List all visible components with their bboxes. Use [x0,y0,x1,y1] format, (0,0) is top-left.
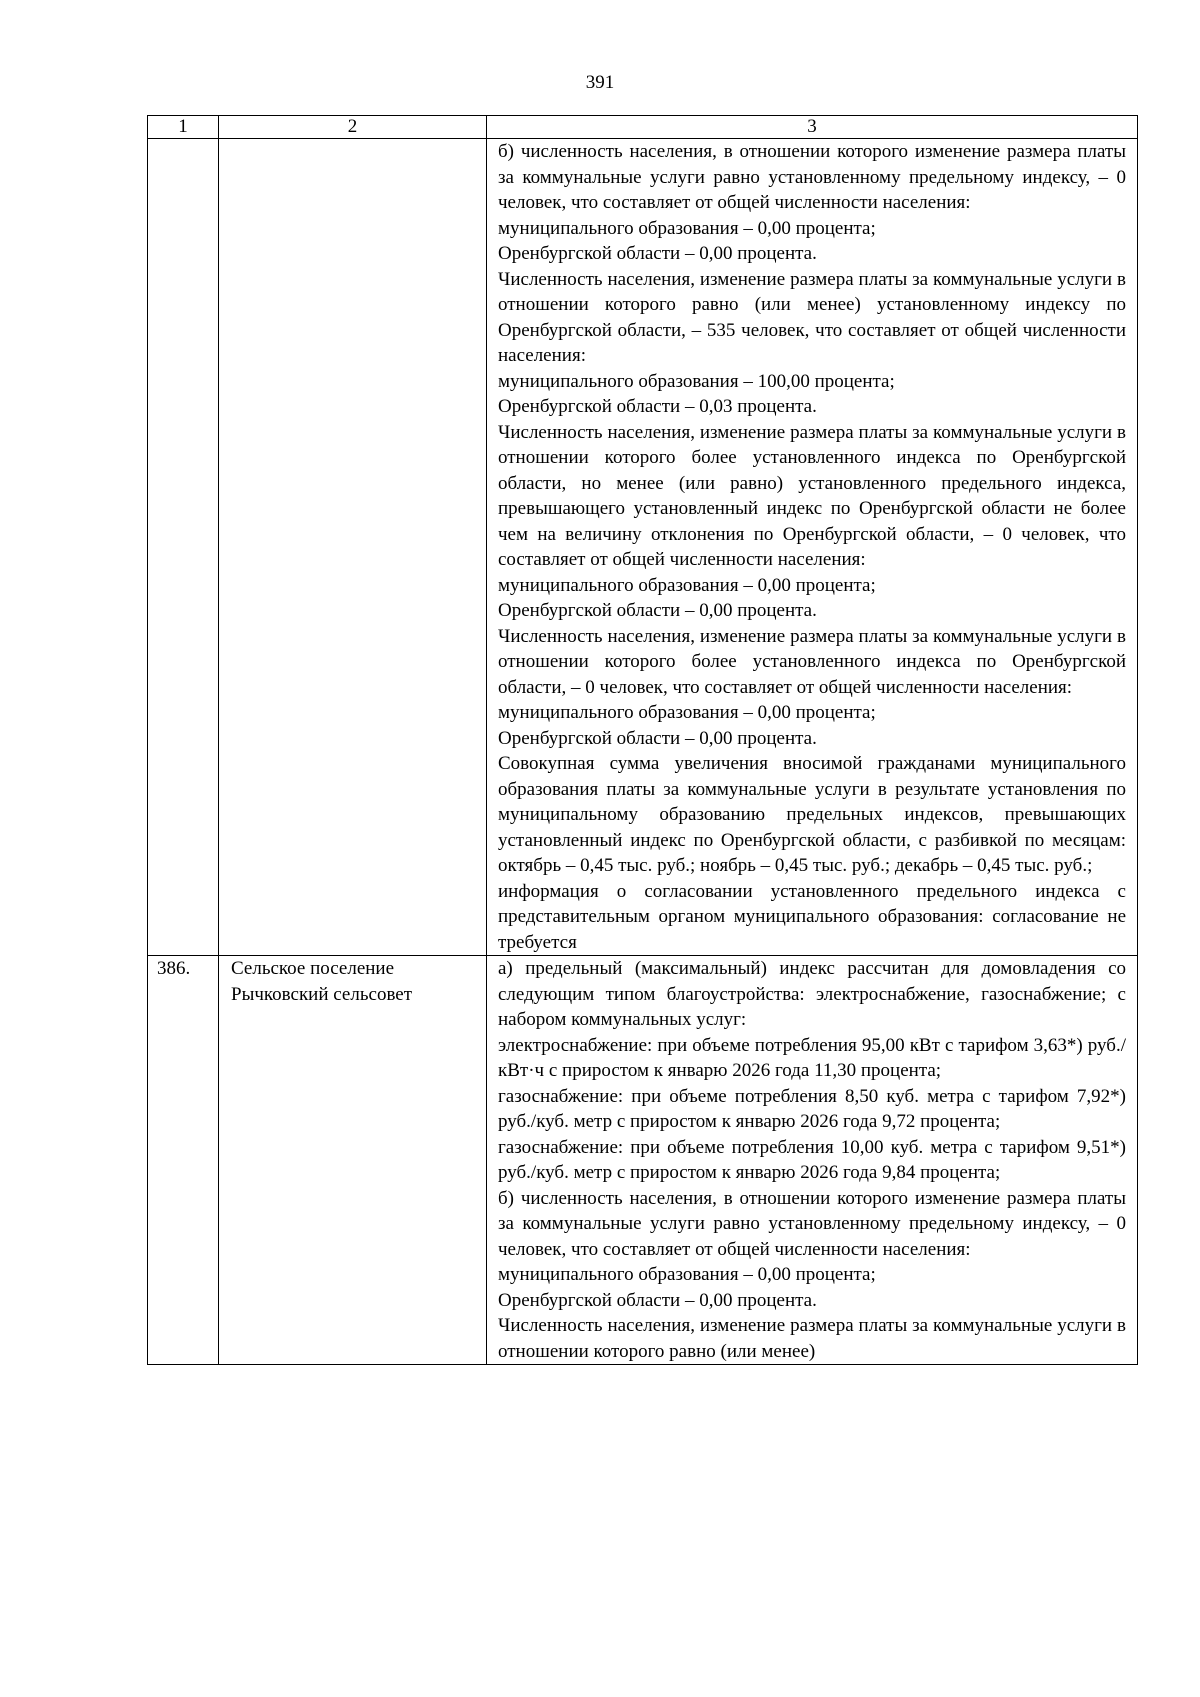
content-line: муниципального образования – 100,00 процента; [498,370,895,392]
row-number-cell [148,139,219,956]
row-name-cell [219,956,487,1365]
settlement-name-line: Сельское поселение [231,958,395,979]
content-paragraph: информация о согласовании установленного предельного индекса с представительным органом муниципального образования: согласование не требуется [498,880,1126,953]
content-line: Оренбургской области – 0,03 процента. [498,396,817,417]
content-paragraph: Численность населения, изменение размера платы за коммунальные услуги в отношении которого равно (или менее) [498,1315,1126,1362]
content-line: муниципального образования – 0,00 процента; [498,217,876,239]
content-line: Оренбургской области – 0,00 процента. [498,243,817,264]
page-number: 391 [585,72,615,93]
content-line: муниципального образования – 0,00 процента; [498,1264,876,1285]
header-col-3: 3 [487,116,1138,139]
content-paragraph: электроснабжение: при объеме потребления 95,00 кВт с тарифом 3,63*) руб./кВт·ч с приростом к январю 2026 года 11,30 процента; [498,1034,1126,1081]
content-line: Оренбургской области – 0,00 процента. [498,727,817,749]
header-col-1: 1 [148,116,219,139]
content-paragraph: газоснабжение: при объеме потребления 8,50 куб. метра с тарифом 7,92*) руб./куб. метр с приростом к январю 2026 года 9,72 процента; [498,1085,1126,1132]
row-content-cell [487,956,1138,1365]
content-paragraph: а) предельный (максимальный) индекс рассчитан для домовладения со следующим типом благоустройства: электроснабжение, газоснабжение; с набором коммунальных услуг: [498,958,1126,1030]
content-line: Оренбургской области – 0,00 процента. [498,1289,817,1311]
table-row [148,139,1138,956]
content-line: муниципального образования – 0,00 процента; [498,574,876,596]
content-paragraph: Численность населения, изменение размера платы за коммунальные услуги в отношении которого более установленного индекса по Оренбургской области, но менее (или равно) установленного предельного индекса, превышающего установленный индекс по Оренбургской области не более чем на величину отклонения по Оренбургской области, – 0 человек, что составляет от общей численности населения: [498,421,1126,570]
table-row [148,956,1138,1365]
content-paragraph: б) численность населения, в отношении которого изменение размера платы за коммунальные услуги равно установленному предельному индексу, – 0 человек, что составляет от общей численности населения: [498,141,1126,213]
content-paragraph: газоснабжение: при объеме потребления 10,00 куб. метра с тарифом 9,51*) руб./куб. метр с приростом к январю 2026 года 9,84 процента; [498,1136,1126,1183]
row-number: 386. [157,958,191,979]
content-paragraph: Численность населения, изменение размера платы за коммунальные услуги в отношении которого более установленного индекса по Оренбургской области, – 0 человек, что составляет от общей численности населения: [498,625,1126,698]
row-name-cell [219,139,487,956]
content-paragraph: Численность населения, изменение размера платы за коммунальные услуги в отношении которого равно (или менее) установленному индексу по Оренбургской области, – 535 человек, что составляет от общей численности населения: [498,268,1126,366]
content-line: Оренбургской области – 0,00 процента. [498,600,817,621]
row-content-cell [487,139,1138,956]
content-line: муниципального образования – 0,00 процента; [498,702,876,723]
table-header-row [148,116,1138,139]
content-paragraph: б) численность населения, в отношении которого изменение размера платы за коммунальные услуги равно установленному предельному индексу, – 0 человек, что составляет от общей численности населения: [498,1187,1126,1260]
header-col-2: 2 [219,116,487,139]
row-number-cell [148,956,219,1365]
settlement-name-line: Рычковский сельсовет [231,983,413,1005]
indices-table [147,115,1138,1365]
content-paragraph: Совокупная сумма увеличения вносимой гражданами муниципального образования платы за коммунальные услуги в результате установления по муниципальному образованию предельных индексов, превышающих установленный индекс по Оренбургской области, с разбивкой по месяцам: октябрь – 0,45 тыс. руб.; ноябрь – 0,45 тыс. руб.; декабрь – 0,45 тыс. руб.; [498,753,1126,876]
